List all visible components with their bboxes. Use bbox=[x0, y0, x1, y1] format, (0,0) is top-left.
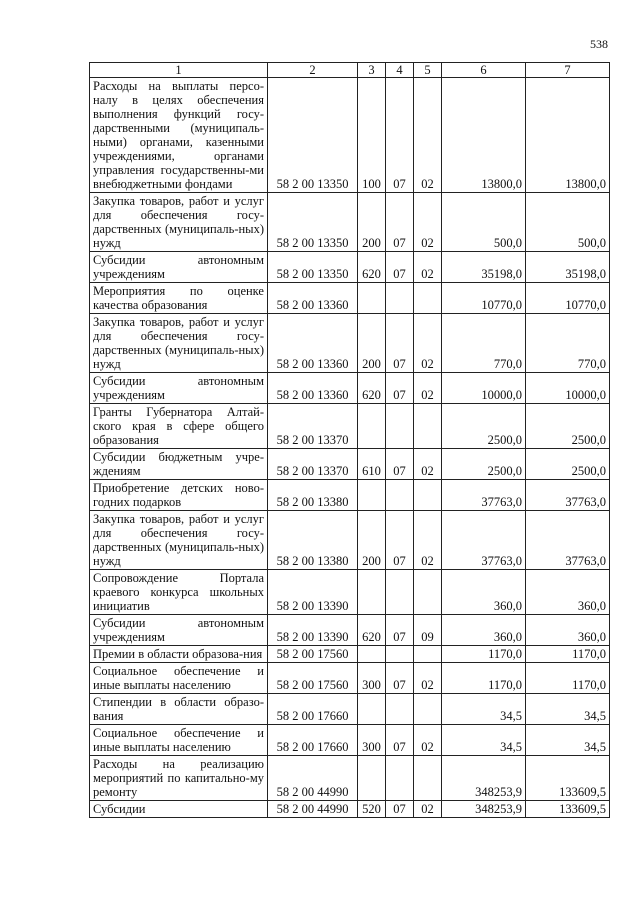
row-section-cell: 07 bbox=[386, 449, 414, 480]
row-amount-2-cell: 10770,0 bbox=[526, 283, 610, 314]
row-amount-1-cell: 10770,0 bbox=[442, 283, 526, 314]
row-amount-2-cell: 1170,0 bbox=[526, 646, 610, 663]
row-name-cell: Субсидии автономным учреждениям bbox=[90, 373, 268, 404]
row-amount-1-cell: 35198,0 bbox=[442, 252, 526, 283]
row-section-cell: 07 bbox=[386, 511, 414, 570]
row-amount-1-cell: 34,5 bbox=[442, 725, 526, 756]
row-name-cell: Закупка товаров, работ и услуг для обеспечения госу-дарственных (муниципаль-ных) нужд bbox=[90, 511, 268, 570]
table-row bbox=[90, 646, 610, 663]
row-amount-2-cell: 34,5 bbox=[526, 725, 610, 756]
row-section-cell: 07 bbox=[386, 373, 414, 404]
header-col-7: 7 bbox=[526, 63, 610, 78]
row-code-cell: 58 2 00 13390 bbox=[268, 570, 358, 615]
row-amount-1-cell: 34,5 bbox=[442, 694, 526, 725]
row-subsection-cell bbox=[414, 570, 442, 615]
row-expense-type-cell bbox=[358, 570, 386, 615]
row-section-cell bbox=[386, 404, 414, 449]
row-name-cell: Социальное обеспечение и иные выплаты населению bbox=[90, 725, 268, 756]
row-expense-type-cell: 620 bbox=[358, 615, 386, 646]
row-amount-2-cell: 10000,0 bbox=[526, 373, 610, 404]
row-section-cell: 07 bbox=[386, 193, 414, 252]
table-row bbox=[90, 283, 610, 314]
table-row bbox=[90, 480, 610, 511]
row-amount-1-cell: 1170,0 bbox=[442, 646, 526, 663]
row-section-cell bbox=[386, 756, 414, 801]
row-expense-type-cell: 200 bbox=[358, 193, 386, 252]
row-amount-1-cell: 500,0 bbox=[442, 193, 526, 252]
row-section-cell bbox=[386, 646, 414, 663]
row-amount-1-cell: 10000,0 bbox=[442, 373, 526, 404]
row-amount-2-cell: 360,0 bbox=[526, 570, 610, 615]
table-header-row bbox=[90, 63, 610, 78]
row-section-cell: 07 bbox=[386, 801, 414, 818]
row-amount-1-cell: 37763,0 bbox=[442, 480, 526, 511]
row-amount-2-cell: 770,0 bbox=[526, 314, 610, 373]
row-section-cell: 07 bbox=[386, 252, 414, 283]
row-code-cell: 58 2 00 44990 bbox=[268, 801, 358, 818]
row-section-cell: 07 bbox=[386, 78, 414, 193]
row-section-cell: 07 bbox=[386, 663, 414, 694]
row-subsection-cell: 02 bbox=[414, 373, 442, 404]
row-subsection-cell: 02 bbox=[414, 725, 442, 756]
row-amount-1-cell: 2500,0 bbox=[442, 404, 526, 449]
row-name-cell: Расходы на выплаты персо-налу в целях обеспечения выполнения функций госу-дарственными (муниципаль-ными) органами, казенными учреждениями, органами управления государственны-ми внебюджетными фондами bbox=[90, 78, 268, 193]
row-code-cell: 58 2 00 13360 bbox=[268, 373, 358, 404]
row-expense-type-cell: 620 bbox=[358, 252, 386, 283]
row-name-cell: Субсидии bbox=[90, 801, 268, 818]
row-expense-type-cell: 620 bbox=[358, 373, 386, 404]
row-subsection-cell: 02 bbox=[414, 449, 442, 480]
row-name-cell: Сопровождение Портала краевого конкурса школьных инициатив bbox=[90, 570, 268, 615]
row-expense-type-cell: 200 bbox=[358, 314, 386, 373]
row-amount-2-cell: 2500,0 bbox=[526, 449, 610, 480]
row-expense-type-cell bbox=[358, 404, 386, 449]
table-row bbox=[90, 404, 610, 449]
row-code-cell: 58 2 00 13350 bbox=[268, 193, 358, 252]
row-code-cell: 58 2 00 13350 bbox=[268, 252, 358, 283]
row-amount-2-cell: 133609,5 bbox=[526, 756, 610, 801]
row-subsection-cell bbox=[414, 404, 442, 449]
table-row bbox=[90, 663, 610, 694]
table-row bbox=[90, 78, 610, 193]
row-amount-2-cell: 360,0 bbox=[526, 615, 610, 646]
row-code-cell: 58 2 00 17660 bbox=[268, 725, 358, 756]
row-subsection-cell: 09 bbox=[414, 615, 442, 646]
row-code-cell: 58 2 00 13380 bbox=[268, 480, 358, 511]
row-code-cell: 58 2 00 13370 bbox=[268, 449, 358, 480]
row-subsection-cell bbox=[414, 646, 442, 663]
row-name-cell: Мероприятия по оценке качества образования bbox=[90, 283, 268, 314]
row-subsection-cell bbox=[414, 694, 442, 725]
row-name-cell: Субсидии автономным учреждениям bbox=[90, 252, 268, 283]
header-col-6: 6 bbox=[442, 63, 526, 78]
row-amount-2-cell: 37763,0 bbox=[526, 480, 610, 511]
table-row bbox=[90, 694, 610, 725]
row-expense-type-cell: 200 bbox=[358, 511, 386, 570]
row-section-cell: 07 bbox=[386, 615, 414, 646]
row-name-cell: Стипендии в области образо-вания bbox=[90, 694, 268, 725]
row-code-cell: 58 2 00 13390 bbox=[268, 615, 358, 646]
row-section-cell: 07 bbox=[386, 314, 414, 373]
row-code-cell: 58 2 00 13360 bbox=[268, 283, 358, 314]
header-col-5: 5 bbox=[414, 63, 442, 78]
row-expense-type-cell bbox=[358, 694, 386, 725]
row-subsection-cell: 02 bbox=[414, 78, 442, 193]
row-name-cell: Социальное обеспечение и иные выплаты населению bbox=[90, 663, 268, 694]
table-row bbox=[90, 801, 610, 818]
row-expense-type-cell bbox=[358, 756, 386, 801]
row-amount-2-cell: 500,0 bbox=[526, 193, 610, 252]
row-expense-type-cell: 300 bbox=[358, 663, 386, 694]
header-col-4: 4 bbox=[386, 63, 414, 78]
row-name-cell: Закупка товаров, работ и услуг для обеспечения госу-дарственных (муниципаль-ных) нужд bbox=[90, 193, 268, 252]
header-col-3: 3 bbox=[358, 63, 386, 78]
row-code-cell: 58 2 00 17560 bbox=[268, 646, 358, 663]
row-expense-type-cell bbox=[358, 283, 386, 314]
row-amount-1-cell: 348253,9 bbox=[442, 756, 526, 801]
table-row bbox=[90, 725, 610, 756]
row-expense-type-cell: 300 bbox=[358, 725, 386, 756]
row-amount-2-cell: 34,5 bbox=[526, 694, 610, 725]
row-expense-type-cell: 100 bbox=[358, 78, 386, 193]
row-amount-2-cell: 35198,0 bbox=[526, 252, 610, 283]
row-subsection-cell: 02 bbox=[414, 193, 442, 252]
header-col-2: 2 bbox=[268, 63, 358, 78]
row-subsection-cell: 02 bbox=[414, 252, 442, 283]
row-section-cell bbox=[386, 694, 414, 725]
table-row bbox=[90, 511, 610, 570]
page-number: 538 bbox=[590, 37, 608, 51]
row-section-cell bbox=[386, 570, 414, 615]
row-code-cell: 58 2 00 13370 bbox=[268, 404, 358, 449]
row-subsection-cell bbox=[414, 756, 442, 801]
row-amount-1-cell: 360,0 bbox=[442, 615, 526, 646]
row-subsection-cell: 02 bbox=[414, 663, 442, 694]
row-subsection-cell: 02 bbox=[414, 801, 442, 818]
row-name-cell: Гранты Губернатора Алтай-ского края в сфере общего образования bbox=[90, 404, 268, 449]
row-subsection-cell: 02 bbox=[414, 314, 442, 373]
header-col-1: 1 bbox=[90, 63, 268, 78]
row-amount-2-cell: 13800,0 bbox=[526, 78, 610, 193]
row-expense-type-cell: 610 bbox=[358, 449, 386, 480]
row-amount-2-cell: 37763,0 bbox=[526, 511, 610, 570]
row-amount-1-cell: 348253,9 bbox=[442, 801, 526, 818]
table-row bbox=[90, 193, 610, 252]
row-name-cell: Закупка товаров, работ и услуг для обеспечения госу-дарственных (муниципаль-ных) нужд bbox=[90, 314, 268, 373]
row-name-cell: Субсидии бюджетным учре-ждениям bbox=[90, 449, 268, 480]
row-amount-2-cell: 2500,0 bbox=[526, 404, 610, 449]
row-amount-1-cell: 770,0 bbox=[442, 314, 526, 373]
row-section-cell bbox=[386, 283, 414, 314]
row-code-cell: 58 2 00 13360 bbox=[268, 314, 358, 373]
row-name-cell: Субсидии автономным учреждениям bbox=[90, 615, 268, 646]
table-row bbox=[90, 314, 610, 373]
row-code-cell: 58 2 00 13380 bbox=[268, 511, 358, 570]
row-name-cell: Расходы на реализацию мероприятий по капитально-му ремонту bbox=[90, 756, 268, 801]
table-row bbox=[90, 615, 610, 646]
row-code-cell: 58 2 00 17660 bbox=[268, 694, 358, 725]
row-amount-2-cell: 1170,0 bbox=[526, 663, 610, 694]
row-amount-1-cell: 1170,0 bbox=[442, 663, 526, 694]
row-expense-type-cell bbox=[358, 646, 386, 663]
row-subsection-cell: 02 bbox=[414, 511, 442, 570]
table-row bbox=[90, 756, 610, 801]
row-amount-1-cell: 13800,0 bbox=[442, 78, 526, 193]
row-expense-type-cell: 520 bbox=[358, 801, 386, 818]
row-amount-1-cell: 37763,0 bbox=[442, 511, 526, 570]
row-subsection-cell bbox=[414, 283, 442, 314]
row-subsection-cell bbox=[414, 480, 442, 511]
row-expense-type-cell bbox=[358, 480, 386, 511]
table-row bbox=[90, 252, 610, 283]
budget-table bbox=[89, 62, 610, 818]
row-amount-1-cell: 2500,0 bbox=[442, 449, 526, 480]
row-section-cell: 07 bbox=[386, 725, 414, 756]
table-row bbox=[90, 570, 610, 615]
row-amount-2-cell: 133609,5 bbox=[526, 801, 610, 818]
table-row bbox=[90, 449, 610, 480]
row-section-cell bbox=[386, 480, 414, 511]
row-code-cell: 58 2 00 44990 bbox=[268, 756, 358, 801]
row-code-cell: 58 2 00 17560 bbox=[268, 663, 358, 694]
table-row bbox=[90, 373, 610, 404]
row-name-cell: Приобретение детских ново-годних подарков bbox=[90, 480, 268, 511]
row-code-cell: 58 2 00 13350 bbox=[268, 78, 358, 193]
row-name-cell: Премии в области образова-ния bbox=[90, 646, 268, 663]
row-amount-1-cell: 360,0 bbox=[442, 570, 526, 615]
